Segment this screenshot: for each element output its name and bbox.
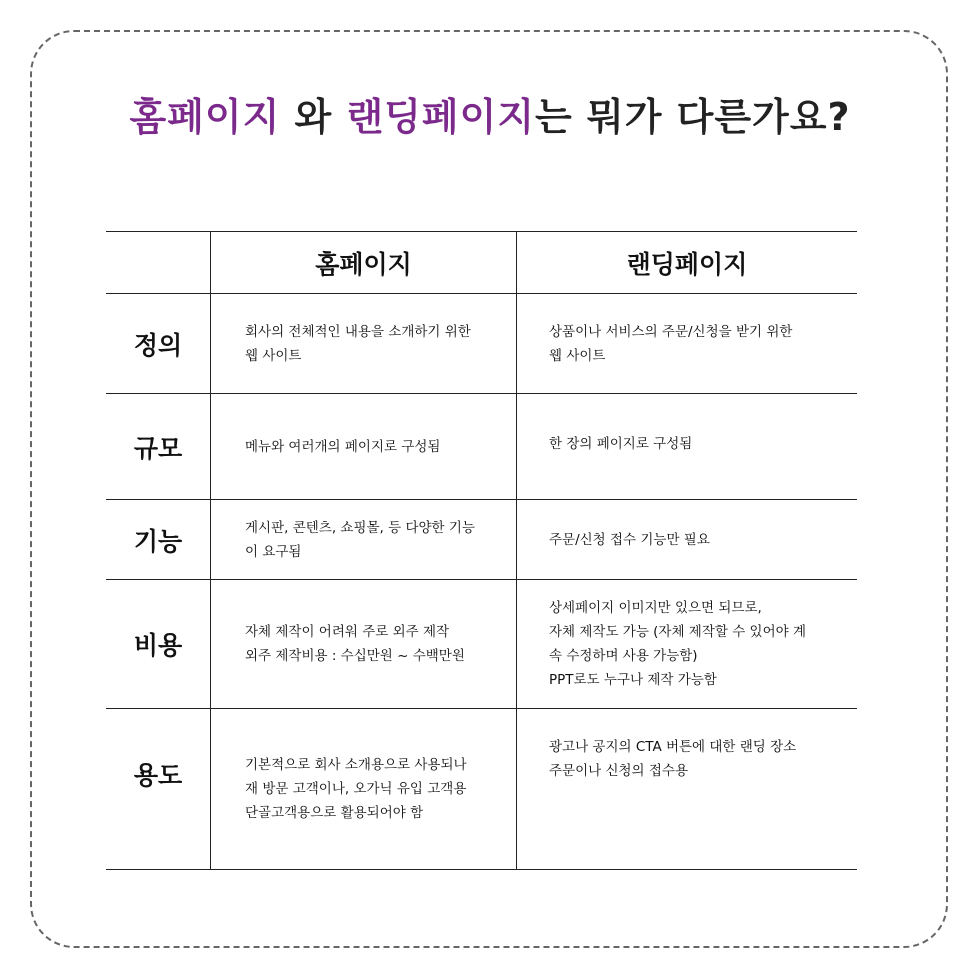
title-question: 는 뭐가 다른가요? (535, 95, 851, 139)
cell-home-cost (211, 580, 517, 709)
cell-line: 메뉴와 여러개의 페이지로 구성됨 (245, 438, 441, 455)
cell-home-usage (211, 709, 517, 870)
cell-line: 단골고객용으로 활용되어야 함 (245, 805, 424, 821)
cell-line: 상품이나 서비스의 주문/신청을 받기 위한 (549, 323, 793, 340)
cell-line: 주문이나 신청의 접수용 (549, 763, 688, 779)
cell-line: 기본적으로 회사 소개용으로 사용되나 (245, 757, 467, 773)
cell-home-scale (211, 394, 517, 500)
cell-landing-usage (517, 709, 858, 870)
title-landing-page: 랜딩페이지 (346, 95, 536, 139)
row-label-definition: 정의 (106, 294, 211, 394)
comparison-table (106, 231, 857, 870)
cell-line: 회사의 전체적인 내용을 소개하기 위한 (245, 323, 471, 340)
row-label-usage: 용도 (106, 709, 211, 870)
cell-line: PPT로도 누구나 제작 가능함 (549, 672, 717, 688)
cell-landing-scale (517, 394, 858, 500)
cell-line: 자체 제작도 가능 (자체 제작할 수 있어야 계 (549, 624, 807, 640)
table-header-row (106, 232, 857, 294)
cell-line: 웹 사이트 (549, 347, 606, 364)
title-connector: 와 (280, 95, 347, 139)
table-row-usage (106, 709, 857, 870)
cell-line: 게시판, 콘텐츠, 쇼핑몰, 등 다양한 기능 (245, 519, 475, 536)
cell-line: 외주 제작비용 : 수십만원 ~ 수백만원 (245, 648, 465, 664)
cell-line: 이 요구됨 (245, 543, 302, 560)
cell-landing-definition (517, 294, 858, 394)
row-label-scale: 규모 (106, 394, 211, 500)
row-label-cost: 비용 (106, 580, 211, 709)
table-row-scale (106, 394, 857, 500)
header-empty-cell (106, 232, 211, 294)
header-landing-page: 랜딩페이지 (517, 232, 858, 294)
row-label-function: 기능 (106, 500, 211, 580)
table-row-cost (106, 580, 857, 709)
table-row-function (106, 500, 857, 580)
cell-line: 광고나 공지의 CTA 버튼에 대한 랜딩 장소 (549, 739, 797, 755)
cell-line: 한 장의 페이지로 구성됨 (549, 435, 693, 452)
cell-line: 웹 사이트 (245, 347, 302, 364)
cell-line: 주문/신청 접수 기능만 필요 (549, 531, 710, 548)
page-title (0, 86, 980, 141)
title-homepage: 홈페이지 (129, 95, 281, 139)
cell-line: 속 수정하며 사용 가능함) (549, 648, 698, 664)
cell-line: 상세페이지 이미지만 있으면 되므로, (549, 600, 762, 616)
cell-landing-cost (517, 580, 858, 709)
cell-line: 재 방문 고객이나, 오가닉 유입 고객용 (245, 781, 467, 797)
cell-landing-function (517, 500, 858, 580)
table-row-definition (106, 294, 857, 394)
header-homepage: 홈페이지 (211, 232, 517, 294)
cell-line: 자체 제작이 어려워 주로 외주 제작 (245, 624, 450, 640)
cell-home-definition (211, 294, 517, 394)
cell-home-function (211, 500, 517, 580)
